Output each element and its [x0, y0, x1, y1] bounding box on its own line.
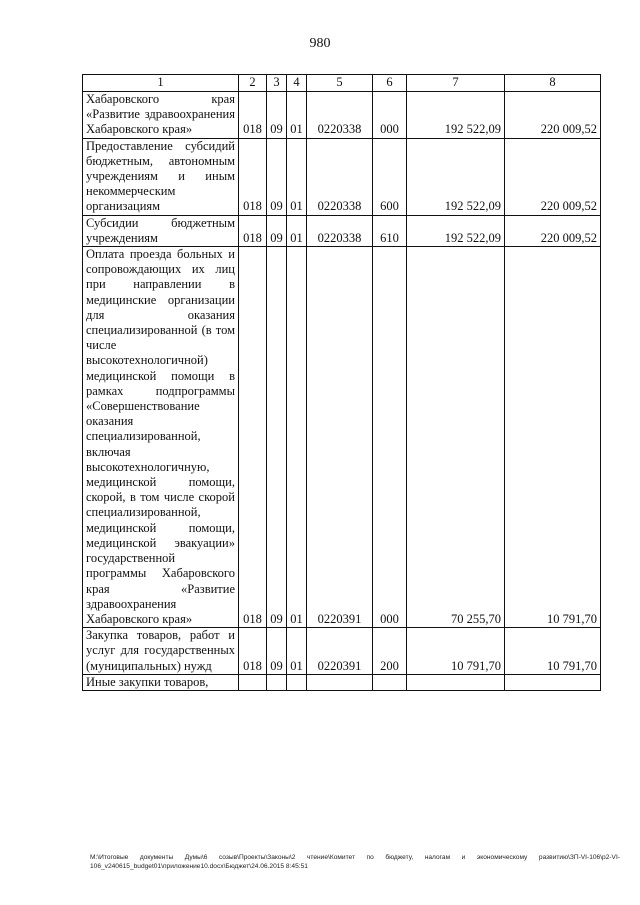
- row-amount-year2: 220 009,52: [505, 215, 601, 246]
- header-cell: 5: [307, 75, 373, 92]
- header-cell: 3: [267, 75, 287, 92]
- header-cell: 2: [239, 75, 267, 92]
- budget-table: [82, 74, 601, 691]
- header-cell: 8: [505, 75, 601, 92]
- row-amount-year1: 10 791,70: [407, 628, 505, 675]
- table-row: [83, 247, 601, 628]
- footer-file-path: М:\Итоговые документы Думы\6 созыв\Проекты\Законы\2 чтение\Комитет по бюджету, налогам и экономическому развитию\ЗП-VI-106\р2-VI-106_v240615_budget01\приложение10.docx\Бюджет\24.06.2015 8:45:51: [90, 854, 620, 870]
- row-amount-year1: 192 522,09: [407, 138, 505, 215]
- row-code-expense-type: 000: [373, 247, 407, 628]
- table-row: [83, 674, 601, 690]
- row-amount-year2: [505, 674, 601, 690]
- table-row: [83, 92, 601, 139]
- row-code-ministry: 018: [239, 247, 267, 628]
- row-amount-year1: 192 522,09: [407, 92, 505, 139]
- row-code-target: 0220391: [307, 628, 373, 675]
- page-number: 980: [309, 36, 331, 51]
- row-code-ministry: 018: [239, 628, 267, 675]
- row-code-section: 09: [267, 628, 287, 675]
- row-description: Субсидии бюджетным учреждениям: [83, 215, 239, 246]
- table-body: [83, 75, 601, 691]
- row-code-ministry: 018: [239, 92, 267, 139]
- header-cell: 1: [83, 75, 239, 92]
- row-code-section: [267, 674, 287, 690]
- row-code-target: 0220338: [307, 215, 373, 246]
- header-cell: 4: [287, 75, 307, 92]
- row-code-expense-type: 600: [373, 138, 407, 215]
- row-amount-year2: 220 009,52: [505, 92, 601, 139]
- row-amount-year2: 10 791,70: [505, 247, 601, 628]
- row-amount-year2: 220 009,52: [505, 138, 601, 215]
- row-code-section: 09: [267, 92, 287, 139]
- row-amount-year1: 192 522,09: [407, 215, 505, 246]
- row-code-expense-type: [373, 674, 407, 690]
- row-code-ministry: 018: [239, 138, 267, 215]
- row-code-expense-type: 000: [373, 92, 407, 139]
- row-amount-year2: 10 791,70: [505, 628, 601, 675]
- table-row: [83, 215, 601, 246]
- table-row: [83, 628, 601, 675]
- row-code-subsection: 01: [287, 92, 307, 139]
- row-description: Предоставление субсидий бюджетным, автономным учреждениям и иным некоммерческим организациям: [83, 138, 239, 215]
- row-code-target: 0220338: [307, 138, 373, 215]
- table-row: [83, 138, 601, 215]
- row-code-expense-type: 200: [373, 628, 407, 675]
- row-description: Иные закупки товаров,: [83, 674, 239, 690]
- row-code-subsection: [287, 674, 307, 690]
- row-code-ministry: 018: [239, 215, 267, 246]
- row-code-section: 09: [267, 247, 287, 628]
- row-amount-year1: 70 255,70: [407, 247, 505, 628]
- row-code-subsection: 01: [287, 138, 307, 215]
- row-code-target: 0220338: [307, 92, 373, 139]
- header-cell: 7: [407, 75, 505, 92]
- row-code-subsection: 01: [287, 628, 307, 675]
- row-description: Оплата проезда больных и сопровождающих их лиц при направлении в медицинские организации для оказания специализированной (в том числе высокотехнологичной) медицинской помощи в рамках подпрограммы «Совершенствование оказания специализированной, включая высокотехнологичную, медицинской помощи, скорой, в том числе скорой специализированной, медицинской помощи, медицинской эвакуации» государственной программы Хабаровского края «Развитие здравоохранения Хабаровского края»: [83, 247, 239, 628]
- row-code-subsection: 01: [287, 215, 307, 246]
- row-code-target: [307, 674, 373, 690]
- row-amount-year1: [407, 674, 505, 690]
- row-code-expense-type: 610: [373, 215, 407, 246]
- row-description: Хабаровского края «Развитие здравоохранения Хабаровского края»: [83, 92, 239, 139]
- row-code-subsection: 01: [287, 247, 307, 628]
- row-description: Закупка товаров, работ и услуг для государственных (муниципальных) нужд: [83, 628, 239, 675]
- row-code-section: 09: [267, 215, 287, 246]
- header-cell: 6: [373, 75, 407, 92]
- row-code-ministry: [239, 674, 267, 690]
- table-header-row: [83, 75, 601, 92]
- row-code-section: 09: [267, 138, 287, 215]
- row-code-target: 0220391: [307, 247, 373, 628]
